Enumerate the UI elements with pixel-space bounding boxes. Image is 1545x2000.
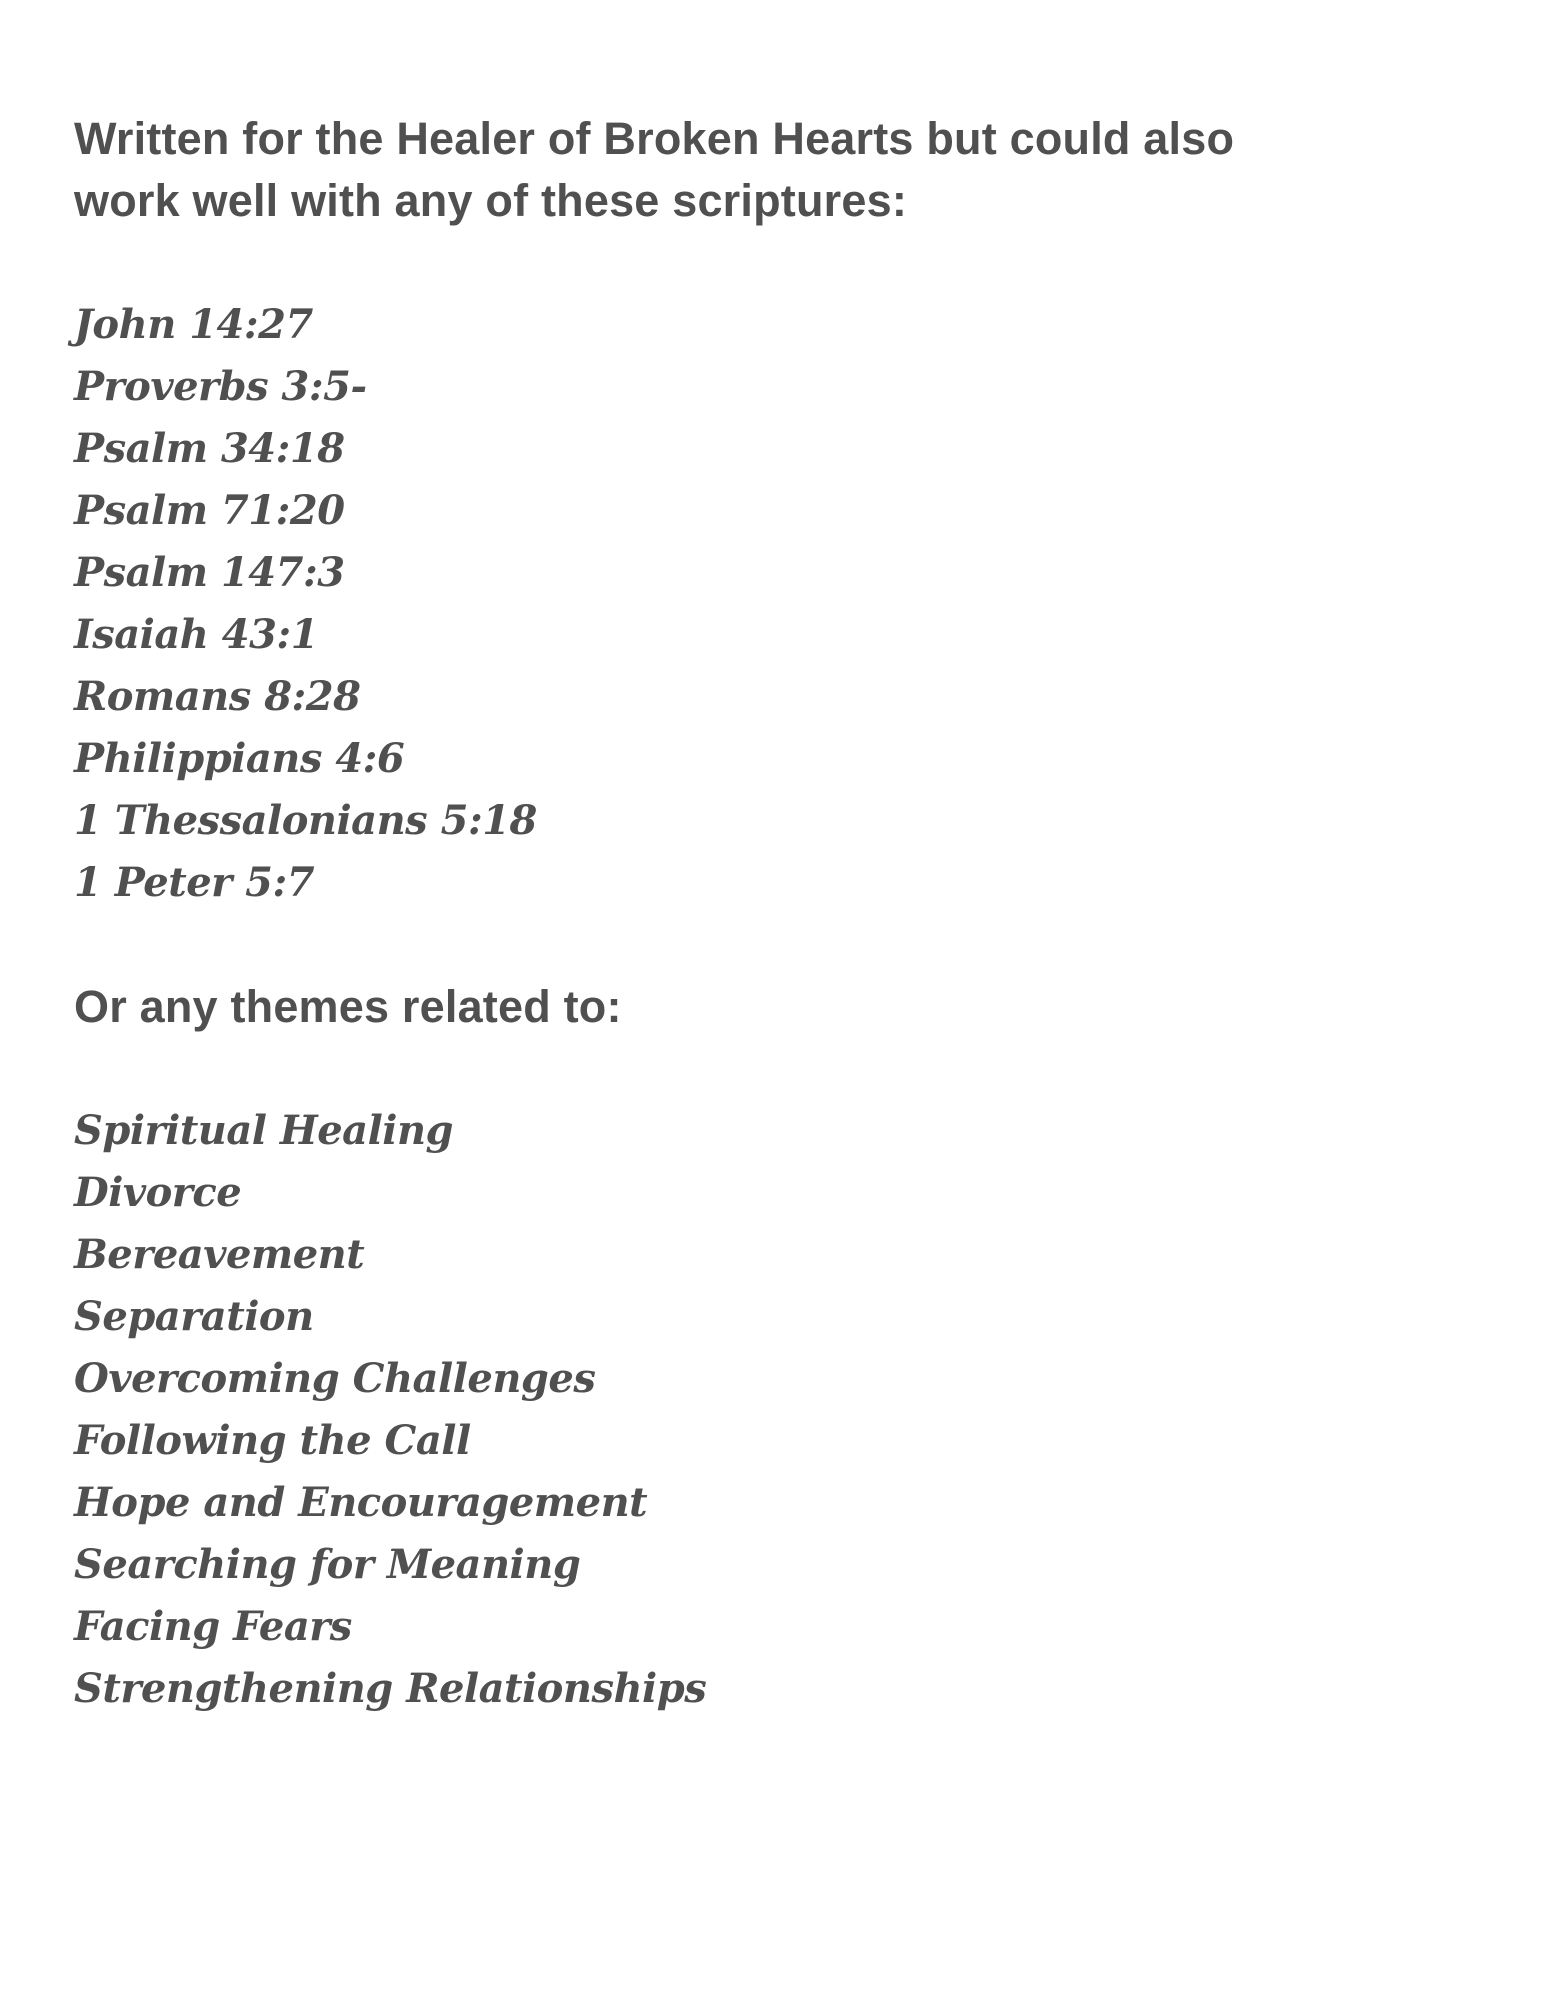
scripture-item: Psalm 147:3: [74, 549, 345, 596]
theme-item: Following the Call: [74, 1417, 471, 1464]
theme-item: Overcoming Challenges: [74, 1355, 596, 1402]
scripture-item: Psalm 34:18: [74, 425, 345, 472]
scripture-item: Romans 8:28: [74, 673, 361, 720]
theme-item: Spiritual Healing: [74, 1107, 454, 1154]
scripture-item: Philippians 4:6: [74, 735, 405, 782]
scripture-item: Psalm 71:20: [74, 487, 345, 534]
themes-heading: Or any themes related to:: [74, 981, 622, 1032]
scripture-item: 1 Thessalonians 5:18: [74, 797, 537, 844]
scripture-item: John 14:27: [74, 301, 313, 348]
scripture-list: [74, 294, 1465, 914]
intro-line-2: work well with any of these scriptures:: [74, 175, 908, 226]
intro-paragraph: [74, 108, 1465, 232]
theme-item: Hope and Encouragement: [74, 1479, 648, 1526]
theme-list: [74, 1100, 1465, 1720]
scripture-item: Proverbs 3:5-: [74, 363, 367, 410]
theme-item: Separation: [74, 1293, 314, 1340]
theme-item: Divorce: [74, 1169, 242, 1216]
theme-item: Strengthening Relationships: [74, 1665, 707, 1712]
theme-item: Facing Fears: [74, 1603, 352, 1650]
scripture-item: Isaiah 43:1: [74, 611, 319, 658]
document-page: [74, 108, 1465, 1720]
scripture-item: 1 Peter 5:7: [74, 859, 315, 906]
theme-item: Bereavement: [74, 1231, 365, 1278]
intro-line-1: Written for the Healer of Broken Hearts but could also: [74, 113, 1235, 164]
theme-item: Searching for Meaning: [74, 1541, 581, 1588]
